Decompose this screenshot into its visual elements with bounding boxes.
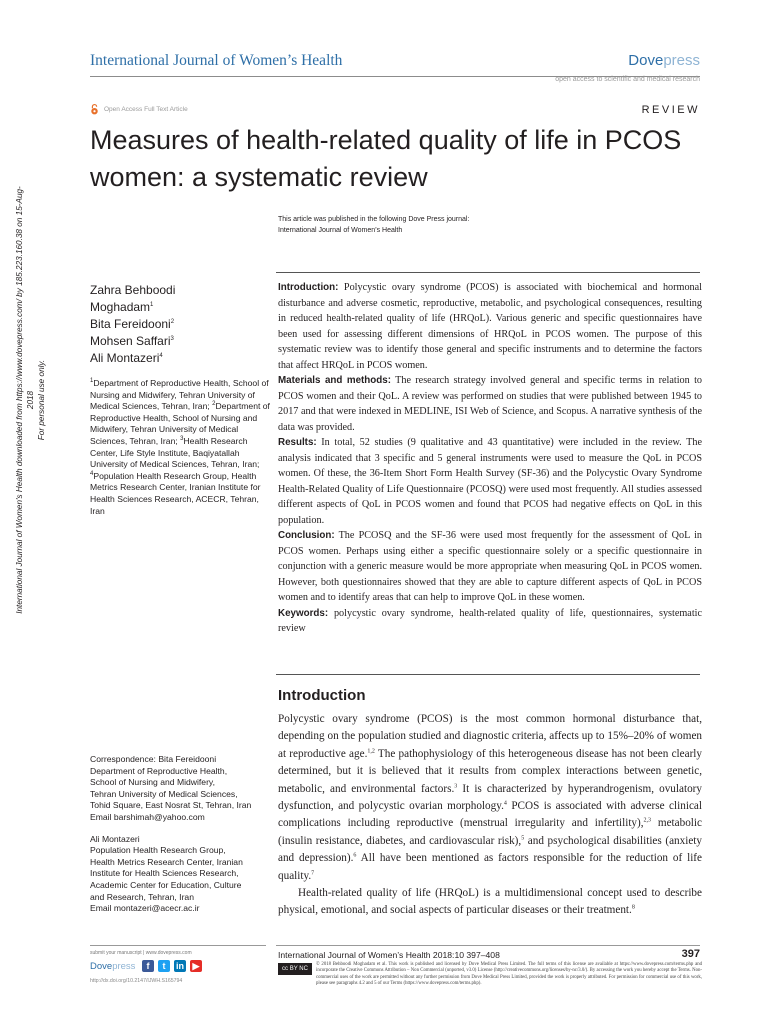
author-list (90, 282, 270, 367)
abstract (278, 280, 702, 637)
correspondence-line: and Research, Tehran, Iran (90, 891, 194, 902)
correspondence-line: Institute for Health Sciences Research, (90, 868, 239, 879)
correspondence-line: Academic Center for Education, Culture (90, 879, 242, 890)
abstract-keywords: Keywords: polycystic ovary syndrome, health-related quality of life, questionnaires, systematic review (278, 607, 702, 634)
dovepress-logo[interactable] (628, 52, 700, 69)
correspondence-block (90, 754, 275, 915)
abstract-conclusion: Conclusion: The PCOSQ and the SF-36 were used most frequently for the assessment of QoL in PCOS women. Perhaps using either a specific questionnaire solely or a specific questionnaire in conjunction with a generic measure would be more appropriate when measuring QoL in PCOS women. However, both questionnaires showed that they are able to capture different aspects of QoL in PCOS women and to identify areas that can help to improve QoL in these women. (278, 530, 702, 603)
citation-ref[interactable]: 2,3 (643, 817, 652, 824)
creative-commons-badge[interactable]: cc BY NC (278, 963, 312, 975)
publication-note-line1: This article was published in the following Dove Press journal: (278, 216, 470, 223)
citation-ref[interactable]: 7 (311, 869, 315, 876)
citation-ref[interactable]: 6 (353, 852, 357, 859)
doi-link[interactable]: http://dx.doi.org/10.2147/IJWH.S165794 (90, 978, 183, 984)
press-text: press (663, 52, 700, 69)
side-note-line: For personal use only. (37, 359, 46, 441)
abstract-top-rule (276, 272, 700, 273)
dove-text: Dove (628, 52, 664, 69)
paragraph: Health-related quality of life (HRQoL) is a multidimensional concept used to describe physical, emotional, and social aspects of particular diseases or their treatment.$^8$ (278, 887, 702, 917)
open-access-row (90, 104, 188, 115)
correspondence-email[interactable]: Email barshimah@yahoo.com (90, 811, 205, 822)
correspondence-line: Tohid Square, East Nosrat St, Tehran, Iran (90, 800, 252, 811)
author-name: Ali Montazeri$^4$ (90, 351, 163, 365)
publisher-tagline: open access to scientific and medical research (555, 76, 700, 83)
side-note-line: International Journal of Women's Health downloaded from https://www.dovepress.com/ by 185.223.160.38 on 15-Aug-2018 (15, 186, 35, 614)
paragraph: Polycystic ovary syndrome (PCOS) is the most common hormonal disturbance that, depending on the population studied and diagnostic criteria, affects up to 15%–20% of women at reproductive age.$^{1,2}$ The pathophysiology of this heterogeneous disease has not been clearly determined, but it is believed that it results from complex interactions between genetic, metabolic, and environmental factors.$^3$ It is characterized by hyperandrogenism, ovulatory dysfunction, and polycystic ovarian morphology.$^4$ PCOS is associated with adverse clinical complications including reproductive (menstrual irregularity and infertility),$^{2,3}$ metabolic (insulin resistance, diabetes, and cardiovascular risk),$^5$ and psychological disabilities (anxiety and depression).$^6$ All have been mentioned as factors responsible for the reduction of life quality.$^7$ (278, 713, 702, 882)
footer-rule-right (276, 945, 700, 946)
facebook-icon[interactable]: f (142, 960, 154, 972)
open-access-label: Open Access Full Text Article (104, 106, 188, 113)
article-title: Measures of health-related quality of life in PCOS women: a systematic review (90, 125, 682, 192)
youtube-icon[interactable]: ▶ (190, 960, 202, 972)
open-access-lock-icon (90, 104, 99, 115)
correspondence-line: Population Health Research Group, (90, 845, 226, 856)
twitter-icon[interactable]: t (158, 960, 170, 972)
footer-journal-citation: International Journal of Women’s Health 2018:10 397–408 (278, 950, 500, 960)
publication-note-journal[interactable]: International Journal of Women’s Health (278, 227, 403, 234)
page-number: 397 (681, 948, 700, 960)
journal-title[interactable]: International Journal of Women’s Health (90, 52, 343, 69)
author-name: Bita Fereidooni$^2$ (90, 317, 175, 331)
correspondence-line: Correspondence: Bita Fereidooni (90, 754, 217, 764)
correspondence-line: Ali Montazeri (90, 833, 140, 844)
linkedin-icon[interactable]: in (176, 961, 184, 971)
footer-dovepress-logo[interactable]: Dovepress (90, 961, 136, 972)
correspondence-email[interactable]: Email montazeri@acecr.ac.ir (90, 903, 200, 914)
author-name: Moghadam$^1$ (90, 300, 154, 314)
abstract-introduction: Introduction: Polycystic ovary syndrome (PCOS) is associated with biochemical and hormonal disturbance and adverse cosmetic, reproductive, metabolic, and psychological consequences, resulting in reduced health-related quality of life (HRQoL). Various generic and specific questionnaires have been used for assessing different dimensions of HRQoL in PCOS women. The purpose of this systematic review was to identify those general and specific instruments and to determine the factors that affect HRQoL in PCOS women. (278, 282, 702, 371)
citation-ref[interactable]: 4 (503, 800, 507, 807)
author-name: Mohsen Saffari$^3$ (90, 334, 174, 348)
affiliations: $^1$Department of Reproductive Health, School of Nursing and Midwifery, Tehran University of Medical Sciences, Tehran, Iran; $^2$Department of Reproductive Health, School of Nursing and Midwifery, Tehran University of Medical Sciences, Tehran, Iran; $^3$Health Research Center, Life Style Institute, Baqiyatallah University of Medical Sciences, Tehran, Iran; $^4$Population Health Research Group, Health Metrics Research Center, Iranian Institute for Health Sciences Research, ACECR, Tehran, Iran (90, 378, 270, 516)
citation-ref[interactable]: 3 (454, 782, 458, 789)
publication-note (278, 214, 578, 236)
download-side-note (14, 180, 47, 620)
footer-rule-left (90, 945, 266, 946)
article-type-label: REVIEW (641, 104, 700, 116)
citation-ref[interactable]: 1,2 (367, 748, 375, 755)
abstract-results: Results: In total, 52 studies (9 qualitative and 43 quantitative) were included in the review. The analysis indicated that 3 specific and 5 general instruments were used to measure the QoL in PCOS women. Of these, the 36-Item Short Form Health Survey (SF-36) and the Polycystic Ovary Syndrome Health-Related Quality of Life Questionnaire (PCOSQ) were used most frequently. All studies assessed different aspects of QoL in PCOS women and found that PCOS had negative effects on QoL in this population. (278, 437, 702, 526)
author-name: Zahra Behboodi (90, 283, 176, 297)
citation-ref[interactable]: 5 (521, 835, 525, 842)
section-heading-introduction: Introduction (278, 687, 366, 704)
social-icons (142, 960, 202, 972)
correspondence-line: School of Nursing and Midwifery, (90, 777, 215, 788)
abstract-bottom-rule (276, 674, 700, 675)
correspondence-line: Tehran University of Medical Sciences, (90, 788, 238, 799)
abstract-methods: Materials and methods: The research strategy involved general and specific terms in relation to PCOS women and their QoL. A review was performed on studies that were published between 1945 to 2017 and that were indexed in MEDLINE, ISI Web of Science, and Scopus. A narrative synthesis of the data was provided. (278, 375, 702, 433)
introduction-body (278, 711, 702, 920)
license-text: © 2018 Behboodi Moghadam et al. This work is published and licensed by Dove Medical Press Limited. The full terms of this license are available at https://www.dovepress.com/terms.php and incorporate the Creative Commons Attribution – Non Commercial (unported, v3.0) License (http://creativecommons.org/licenses/by-nc/3.0/). By accessing the work you hereby accept the Terms. Non-commercial uses of the work are permitted without any further permission from Dove Medical Press Limited, provided the work is properly attributed. For permission for commercial use of this work, please see paragraphs 4.2 and 5 of our Terms (https://www.dovepress.com/terms.php). (316, 962, 702, 986)
citation-ref[interactable]: 8 (631, 904, 635, 911)
correspondence-line: Department of Reproductive Health, (90, 765, 228, 776)
correspondence-line: Health Metrics Research Center, Iranian (90, 856, 243, 867)
submit-manuscript-link[interactable]: submit your manuscript | www.dovepress.com (90, 950, 192, 956)
